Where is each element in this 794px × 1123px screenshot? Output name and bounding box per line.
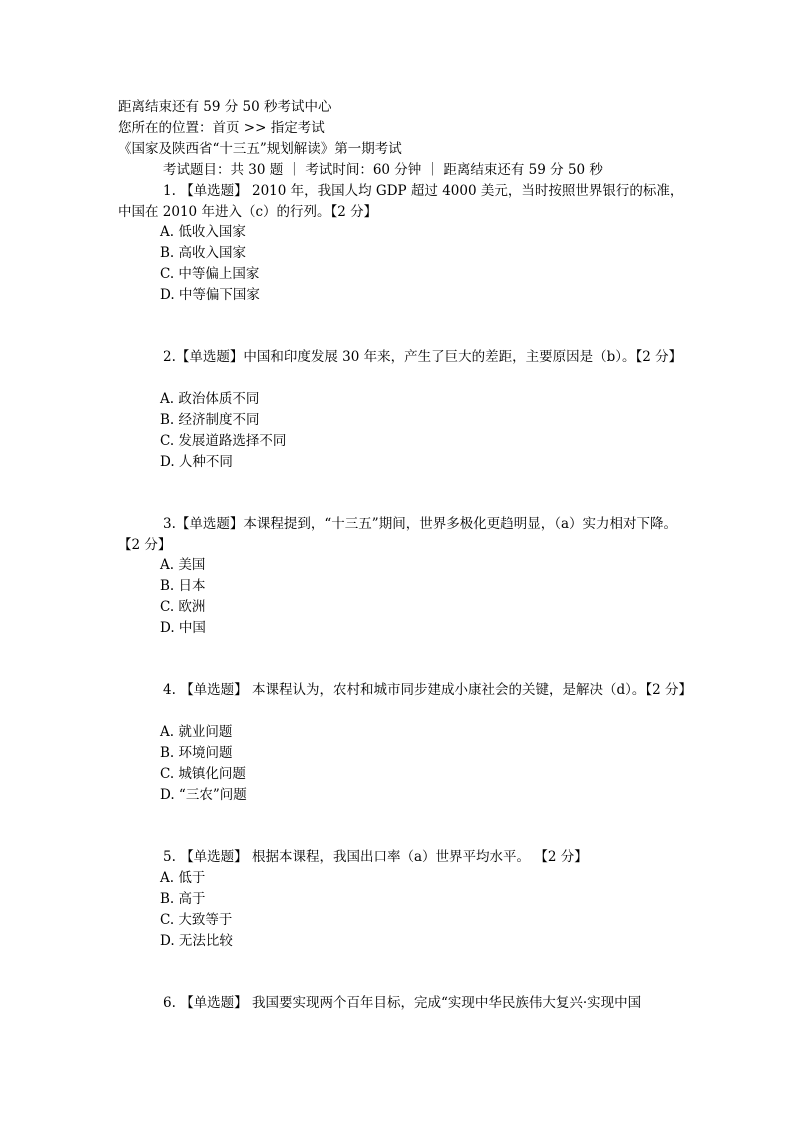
question-4-stem: 【单选题】 本课程认为，农村和城市同步建成小康社会的关键，是解决（d）。【2 分】 (180, 682, 692, 698)
question-4-text (118, 680, 690, 701)
breadcrumb-current: 指定考试 (270, 120, 325, 136)
question-4-option-d[interactable]: D. “三农”问题 (160, 787, 247, 803)
question-4-option-c[interactable]: C. 城镇化问题 (160, 766, 246, 782)
question-4-option-a[interactable]: A. 就业问题 (160, 724, 233, 740)
question-6-number: 6. (163, 995, 176, 1011)
question-3-option-b[interactable]: B. 日本 (160, 578, 206, 594)
question-2-option-a[interactable]: A. 政治体质不同 (160, 391, 260, 407)
question-2-option-b[interactable]: B. 经济制度不同 (160, 412, 260, 428)
question-3-option-c[interactable]: C. 欧洲 (160, 599, 206, 615)
question-5-option-c[interactable]: C. 大致等于 (160, 912, 233, 928)
question-2-option-c[interactable]: C. 发展道路选择不同 (160, 433, 287, 449)
question-3-number: 3. (163, 516, 176, 532)
question-1-text (118, 181, 690, 223)
question-5-number: 5. (163, 849, 176, 865)
countdown-center-text: 距离结束还有 59 分 50 秒考试中心 (118, 99, 332, 115)
breadcrumb (118, 118, 325, 138)
question-3-option-d[interactable]: D. 中国 (160, 620, 206, 636)
question-2-text (118, 347, 690, 368)
question-1-option-a[interactable]: A. 低收入国家 (160, 224, 246, 240)
question-1-option-d[interactable]: D. 中等偏下国家 (160, 287, 260, 303)
breadcrumb-prefix: 您所在的位置： (118, 120, 213, 136)
question-6-stem: 【单选题】 我国要实现两个百年目标，完成“实现中华民族伟大复兴·实现中国 (180, 995, 642, 1011)
question-1-stem: 【单选题】 2010 年，我国人均 GDP 超过 4000 美元，当时按照世界银行的标准，中国在 2010 年进入（c）的行列。【2 分】 (118, 183, 684, 220)
question-1-option-c[interactable]: C. 中等偏上国家 (160, 266, 260, 282)
question-6-text (118, 993, 690, 1014)
question-2-stem: 【单选题】中国和印度发展 30 年来，产生了巨大的差距，主要原因是（b）。【2 分】 (175, 349, 683, 365)
question-3-stem: 【单选题】本课程提到，“十三五”期间，世界多极化更趋明显，（a）实力相对下降。【2 分】 (118, 516, 677, 553)
question-1-number: 1. (163, 183, 176, 199)
question-1-option-b[interactable]: B. 高收入国家 (160, 245, 247, 261)
question-5-text (118, 847, 690, 868)
question-2-number: 2. (163, 349, 176, 365)
breadcrumb-home-link[interactable]: 首页 (212, 120, 240, 136)
question-5-option-b[interactable]: B. 高于 (160, 891, 206, 907)
question-5-option-d[interactable]: D. 无法比较 (160, 933, 233, 949)
question-4-option-b[interactable]: B. 环境问题 (160, 745, 233, 761)
question-5-stem: 【单选题】 根据本课程，我国出口率（a）世界平均水平。 【2 分】 (180, 849, 588, 865)
breadcrumb-separator: >> (239, 120, 271, 136)
exam-title: 《国家及陕西省“十三五”规划解读》第一期考试 (118, 141, 402, 157)
exam-info: 考试题目：共 30 题 ｜ 考试时间：60 分钟 ｜ 距离结束还有 59 分 50 秒 (163, 162, 603, 178)
question-3-text (118, 514, 690, 556)
question-2-option-d[interactable]: D. 人种不同 (160, 454, 233, 470)
question-5-option-a[interactable]: A. 低于 (160, 870, 206, 886)
question-3-option-a[interactable]: A. 美国 (160, 557, 206, 573)
question-4-number: 4. (163, 682, 176, 698)
